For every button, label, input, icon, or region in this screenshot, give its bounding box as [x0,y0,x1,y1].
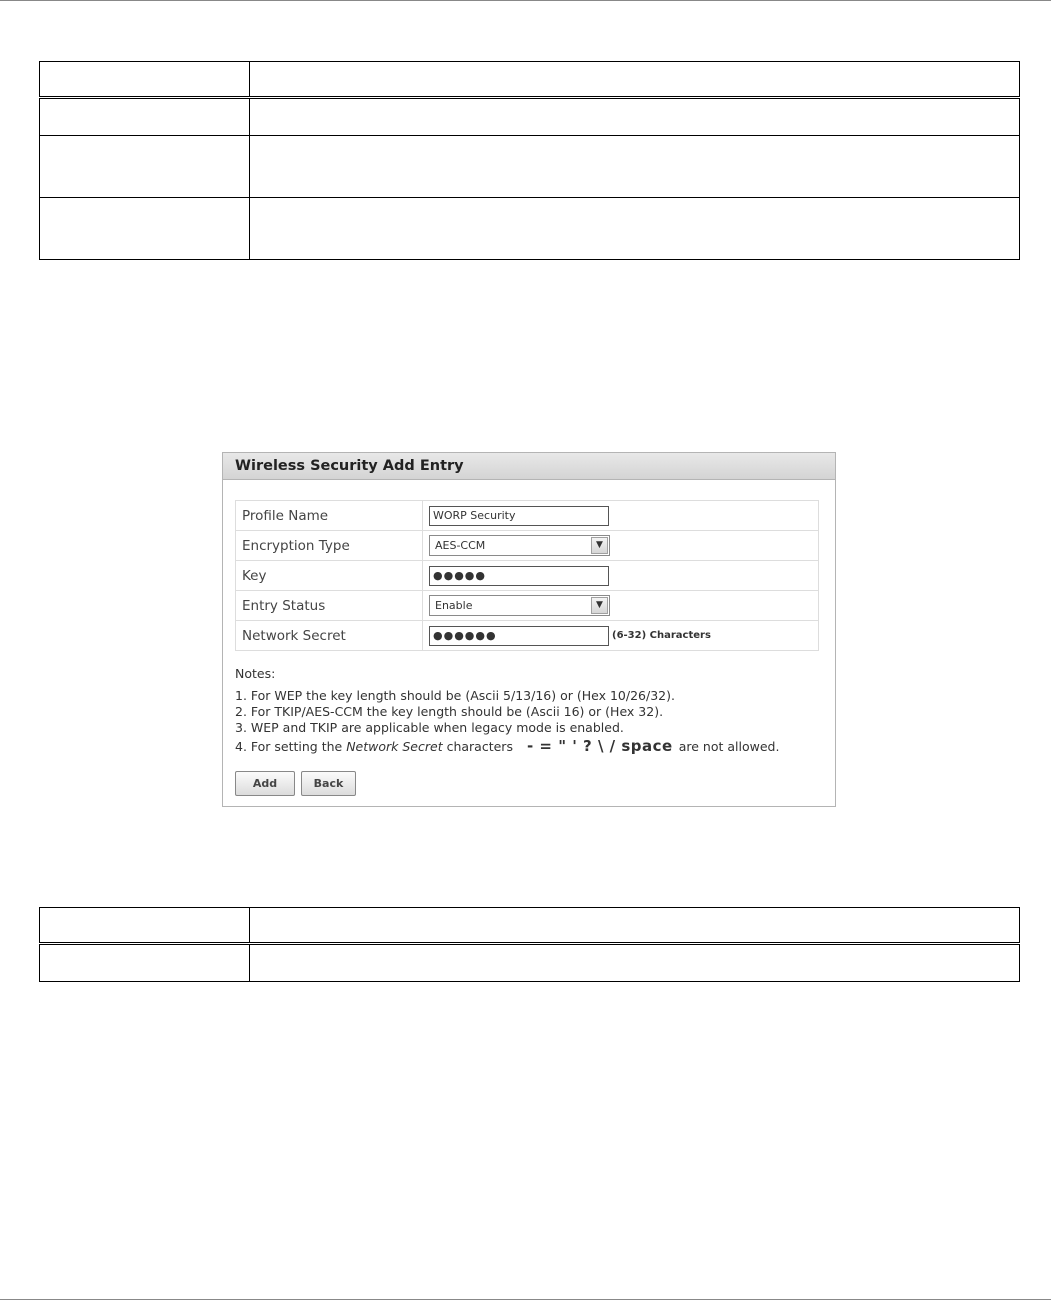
form-row-profile-name [236,501,819,531]
parameter-table-2 [39,907,1020,982]
table-header-row [40,908,1020,944]
key-input[interactable]: ●●●●● [429,566,609,586]
encryption-type-value: AES-CCM [435,539,486,552]
profile-name-input[interactable]: WORP Security [429,506,609,526]
note-4-italic: Network Secret [346,739,443,754]
profile-name-label: Profile Name [236,501,423,531]
table-header-cell [40,62,250,98]
chevron-down-icon[interactable]: ▼ [591,597,608,614]
key-label: Key [236,561,423,591]
network-secret-hint: (6-32) Characters [612,630,711,641]
note-4-chars: - = " ' ? \ / space [526,737,673,755]
note-4-prefix: 4. For setting the [235,739,347,754]
table-cell [250,98,1020,136]
top-rule [0,0,1051,1]
entry-status-value: Enable [435,599,473,612]
back-button[interactable]: Back [301,771,356,796]
table-header-cell [40,908,250,944]
add-button[interactable]: Add [235,771,295,796]
table-header-cell [250,908,1020,944]
parameter-table-1 [39,61,1020,260]
form-row-network-secret [236,621,819,651]
encryption-type-select[interactable] [429,535,610,556]
note-1: 1. For WEP the key length should be (Ascii 5/13/16) or (Hex 10/26/32). [235,688,675,703]
table-cell [40,944,250,982]
entry-status-select[interactable] [429,595,610,616]
chevron-down-icon[interactable]: ▼ [591,537,608,554]
table-row [40,98,1020,136]
network-secret-label: Network Secret [236,621,423,651]
notes-title: Notes: [235,666,276,681]
panel-title: Wireless Security Add Entry [223,453,835,480]
table-row [40,136,1020,198]
encryption-type-label: Encryption Type [236,531,423,561]
note-4-suffix: are not allowed. [678,739,780,754]
table-header-row [40,62,1020,98]
table-row [40,944,1020,982]
table-header-cell [250,62,1020,98]
table-cell [40,136,250,198]
entry-form [235,500,819,651]
network-secret-input[interactable]: ●●●●●● [429,626,609,646]
table-cell [250,944,1020,982]
table-cell [250,198,1020,260]
note-4-mid: characters [442,739,513,754]
note-3: 3. WEP and TKIP are applicable when legacy mode is enabled. [235,720,624,735]
table-cell [40,98,250,136]
form-row-encryption-type [236,531,819,561]
notes-section [235,666,779,755]
wireless-security-add-entry-panel [222,452,836,807]
form-row-key [236,561,819,591]
form-row-entry-status [236,591,819,621]
entry-status-label: Entry Status [236,591,423,621]
note-4 [235,738,779,755]
note-2: 2. For TKIP/AES-CCM the key length should be (Ascii 16) or (Hex 32). [235,704,664,719]
table-cell [250,136,1020,198]
table-cell [40,198,250,260]
table-row [40,198,1020,260]
